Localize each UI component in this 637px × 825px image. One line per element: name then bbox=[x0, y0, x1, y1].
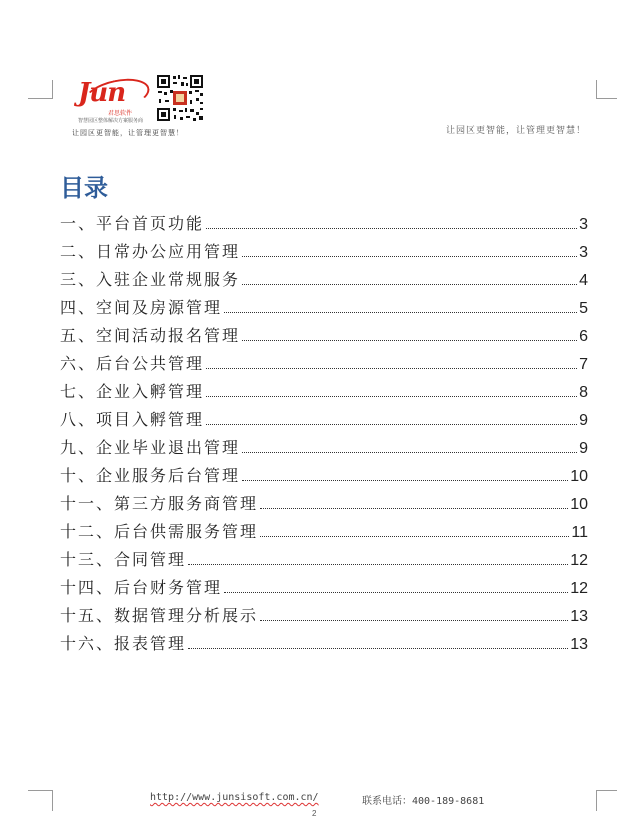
toc-entry-label: 二、日常办公应用管理 bbox=[60, 242, 241, 261]
toc-entry-page: 13 bbox=[570, 636, 588, 653]
toc-entry-page: 3 bbox=[579, 244, 588, 261]
toc-entry[interactable] bbox=[60, 430, 588, 458]
toc-entry-page: 7 bbox=[579, 356, 588, 373]
toc-entry-label: 十六、报表管理 bbox=[60, 634, 187, 653]
toc-leader-dots bbox=[242, 339, 577, 341]
toc-leader-dots bbox=[242, 283, 577, 285]
footer-website-link[interactable]: http://www.junsisoft.com.cn/ bbox=[150, 792, 319, 803]
toc-leader-dots bbox=[206, 423, 577, 425]
toc-entry[interactable] bbox=[60, 626, 588, 654]
header-slogan-left: 让园区更智能，让管理更智慧！ bbox=[72, 129, 184, 137]
toc-entry-page: 9 bbox=[579, 412, 588, 429]
toc-entry-page: 6 bbox=[579, 328, 588, 345]
toc-entry-label: 十四、后台财务管理 bbox=[60, 578, 223, 597]
toc-entry[interactable] bbox=[60, 234, 588, 262]
toc-leader-dots bbox=[260, 535, 569, 537]
toc-leader-dots bbox=[260, 507, 568, 509]
toc-leader-dots bbox=[206, 395, 577, 397]
toc-entry-page: 12 bbox=[570, 552, 588, 569]
toc-entry-page: 10 bbox=[570, 468, 588, 485]
toc-entry-label: 三、入驻企业常规服务 bbox=[60, 270, 241, 289]
header-slogan-right: 让园区更智能，让管理更智慧！ bbox=[445, 126, 586, 136]
toc-leader-dots bbox=[224, 591, 568, 593]
toc-entry[interactable] bbox=[60, 346, 588, 374]
toc-entry-label: 十、企业服务后台管理 bbox=[60, 466, 241, 485]
toc-entry[interactable] bbox=[60, 598, 588, 626]
toc-entry[interactable] bbox=[60, 458, 588, 486]
toc-entry-label: 九、企业毕业退出管理 bbox=[60, 438, 241, 457]
toc-leader-dots bbox=[242, 451, 577, 453]
toc-entry-label: 七、企业入孵管理 bbox=[60, 382, 205, 401]
toc-entry[interactable] bbox=[60, 374, 588, 402]
toc-entry[interactable] bbox=[60, 542, 588, 570]
footer-phone: 联系电话：400-189-8681 bbox=[362, 796, 485, 807]
toc-leader-dots bbox=[206, 367, 577, 369]
toc-entry-page: 3 bbox=[579, 216, 588, 233]
crop-mark-bottom-right bbox=[596, 790, 617, 811]
toc-entry[interactable] bbox=[60, 206, 588, 234]
logo-tagline: 智慧园区整体解决方案服务商 bbox=[78, 118, 144, 124]
toc-entry-page: 9 bbox=[579, 440, 588, 457]
page-header bbox=[60, 70, 620, 140]
toc-entry[interactable] bbox=[60, 402, 588, 430]
toc-entry-page: 10 bbox=[570, 496, 588, 513]
toc-leader-dots bbox=[188, 647, 568, 649]
toc-entry[interactable] bbox=[60, 262, 588, 290]
toc-leader-dots bbox=[224, 311, 577, 313]
page-number: 2 bbox=[312, 809, 317, 818]
toc-entry-label: 一、平台首页功能 bbox=[60, 214, 205, 233]
toc-entry-page: 12 bbox=[570, 580, 588, 597]
toc-entry-label: 十三、合同管理 bbox=[60, 550, 187, 569]
toc-entry-page: 11 bbox=[571, 524, 588, 541]
toc-leader-dots bbox=[260, 619, 568, 621]
qr-code-icon bbox=[156, 74, 204, 122]
toc-title: 目录 bbox=[60, 174, 108, 202]
toc-leader-dots bbox=[242, 255, 577, 257]
logo-text: Jun bbox=[78, 78, 126, 108]
toc-entry-label: 十二、后台供需服务管理 bbox=[60, 522, 259, 541]
toc-entry-label: 四、空间及房源管理 bbox=[60, 298, 223, 317]
toc-entry-label: 十五、数据管理分析展示 bbox=[60, 606, 259, 625]
jun-logo-icon bbox=[78, 78, 158, 118]
crop-mark-top-left bbox=[28, 80, 53, 99]
toc-leader-dots bbox=[242, 479, 568, 481]
toc-entry-page: 13 bbox=[570, 608, 588, 625]
toc-entry-label: 十一、第三方服务商管理 bbox=[60, 494, 259, 513]
table-of-contents bbox=[60, 206, 588, 654]
toc-entry-label: 六、后台公共管理 bbox=[60, 354, 205, 373]
toc-leader-dots bbox=[188, 563, 568, 565]
toc-entry[interactable] bbox=[60, 570, 588, 598]
toc-entry[interactable] bbox=[60, 486, 588, 514]
toc-entry[interactable] bbox=[60, 290, 588, 318]
toc-entry-page: 8 bbox=[579, 384, 588, 401]
toc-leader-dots bbox=[206, 227, 577, 229]
logo-subtitle: 君思软件 bbox=[108, 110, 133, 117]
toc-entry-label: 五、空间活动报名管理 bbox=[60, 326, 241, 345]
crop-mark-bottom-left bbox=[28, 790, 53, 811]
toc-entry-label: 八、项目入孵管理 bbox=[60, 410, 205, 429]
toc-entry[interactable] bbox=[60, 318, 588, 346]
toc-entry[interactable] bbox=[60, 514, 588, 542]
toc-entry-page: 4 bbox=[579, 272, 588, 289]
toc-entry-page: 5 bbox=[579, 300, 588, 317]
